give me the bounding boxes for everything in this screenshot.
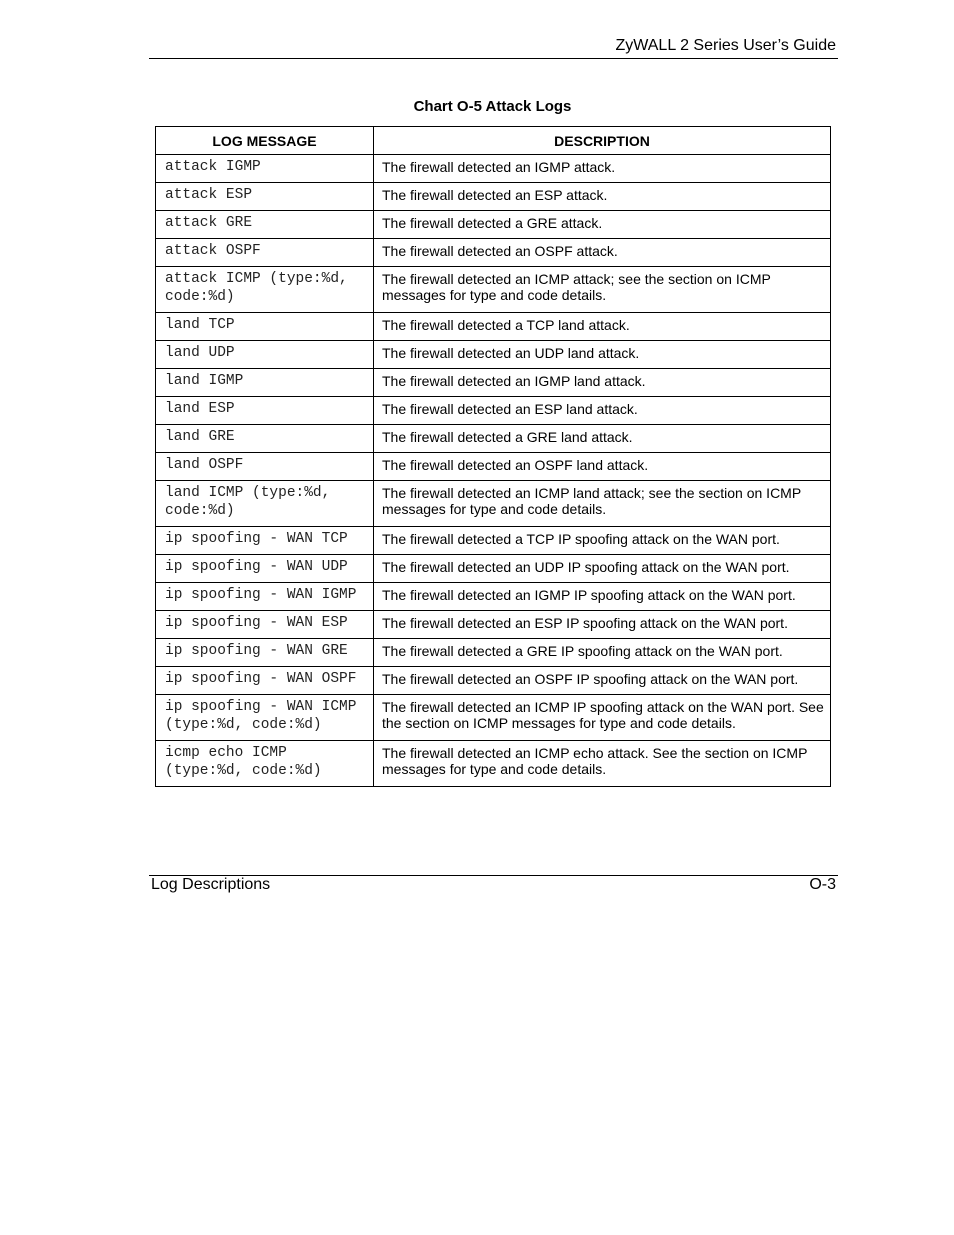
table-row xyxy=(156,527,831,555)
table-row xyxy=(156,555,831,583)
page-number: O-3 xyxy=(809,876,836,893)
table-row xyxy=(156,695,831,741)
log-description: The firewall detected an OSPF IP spoofing attack on the WAN port. xyxy=(374,667,831,695)
log-description: The firewall detected an IGMP land attack. xyxy=(374,369,831,397)
table-row xyxy=(156,481,831,527)
log-message: land GRE xyxy=(156,425,374,453)
log-description: The firewall detected a TCP land attack. xyxy=(374,313,831,341)
log-description: The firewall detected an UDP IP spoofing attack on the WAN port. xyxy=(374,555,831,583)
document-title: ZyWALL 2 Series User’s Guide xyxy=(615,37,836,54)
table-row xyxy=(156,425,831,453)
log-description: The firewall detected an IGMP attack. xyxy=(374,155,831,183)
log-message: ip spoofing - WAN GRE xyxy=(156,639,374,667)
log-message: ip spoofing - WAN IGMP xyxy=(156,583,374,611)
column-header-description: DESCRIPTION xyxy=(374,127,831,155)
log-message: land UDP xyxy=(156,341,374,369)
section-name: Log Descriptions xyxy=(151,876,271,893)
attack-logs-table xyxy=(155,126,831,787)
log-message: attack ESP xyxy=(156,183,374,211)
log-message: land ESP xyxy=(156,397,374,425)
table-row xyxy=(156,583,831,611)
log-description: The firewall detected an ESP attack. xyxy=(374,183,831,211)
table-caption: Chart O-5 Attack Logs xyxy=(413,98,572,115)
log-message: ip spoofing - WAN ICMP (type:%d, code:%d) xyxy=(156,695,374,741)
log-description: The firewall detected a TCP IP spoofing attack on the WAN port. xyxy=(374,527,831,555)
log-description: The firewall detected an ICMP attack; see the section on ICMP messages for type and code details. xyxy=(374,267,831,313)
log-description: The firewall detected an ICMP land attack; see the section on ICMP messages for type and code details. xyxy=(374,481,831,527)
log-description: The firewall detected an OSPF attack. xyxy=(374,239,831,267)
log-description: The firewall detected an OSPF land attack. xyxy=(374,453,831,481)
log-message: attack OSPF xyxy=(156,239,374,267)
table-row xyxy=(156,611,831,639)
table-row xyxy=(156,267,831,313)
log-message: ip spoofing - WAN OSPF xyxy=(156,667,374,695)
table-row xyxy=(156,341,831,369)
table-row xyxy=(156,313,831,341)
table-body xyxy=(156,155,831,787)
log-description: The firewall detected an IGMP IP spoofing attack on the WAN port. xyxy=(374,583,831,611)
log-message: attack IGMP xyxy=(156,155,374,183)
table-row xyxy=(156,639,831,667)
log-message: ip spoofing - WAN TCP xyxy=(156,527,374,555)
page-footer xyxy=(149,875,838,898)
log-description: The firewall detected an UDP land attack. xyxy=(374,341,831,369)
log-description: The firewall detected an ESP land attack. xyxy=(374,397,831,425)
log-description: The firewall detected a GRE land attack. xyxy=(374,425,831,453)
table-row xyxy=(156,239,831,267)
log-description: The firewall detected an ICMP echo attack. See the section on ICMP messages for type and code details. xyxy=(374,741,831,787)
log-message: land OSPF xyxy=(156,453,374,481)
log-message: land ICMP (type:%d, code:%d) xyxy=(156,481,374,527)
log-message: land TCP xyxy=(156,313,374,341)
table-row xyxy=(156,741,831,787)
table-row xyxy=(156,211,831,239)
log-description: The firewall detected an ICMP IP spoofing attack on the WAN port. See the section on ICMP messages for type and code details. xyxy=(374,695,831,741)
table-row xyxy=(156,369,831,397)
log-description: The firewall detected an ESP IP spoofing attack on the WAN port. xyxy=(374,611,831,639)
table-header-row xyxy=(156,127,831,155)
table-row xyxy=(156,183,831,211)
table-row xyxy=(156,155,831,183)
log-message: attack ICMP (type:%d, code:%d) xyxy=(156,267,374,313)
table-row xyxy=(156,667,831,695)
column-header-log-message: LOG MESSAGE xyxy=(156,127,374,155)
log-description: The firewall detected a GRE IP spoofing attack on the WAN port. xyxy=(374,639,831,667)
log-message: attack GRE xyxy=(156,211,374,239)
log-message: icmp echo ICMP (type:%d, code:%d) xyxy=(156,741,374,787)
log-message: land IGMP xyxy=(156,369,374,397)
table-row xyxy=(156,453,831,481)
page-header xyxy=(149,36,838,59)
log-message: ip spoofing - WAN UDP xyxy=(156,555,374,583)
log-message: ip spoofing - WAN ESP xyxy=(156,611,374,639)
log-description: The firewall detected a GRE attack. xyxy=(374,211,831,239)
table-row xyxy=(156,397,831,425)
